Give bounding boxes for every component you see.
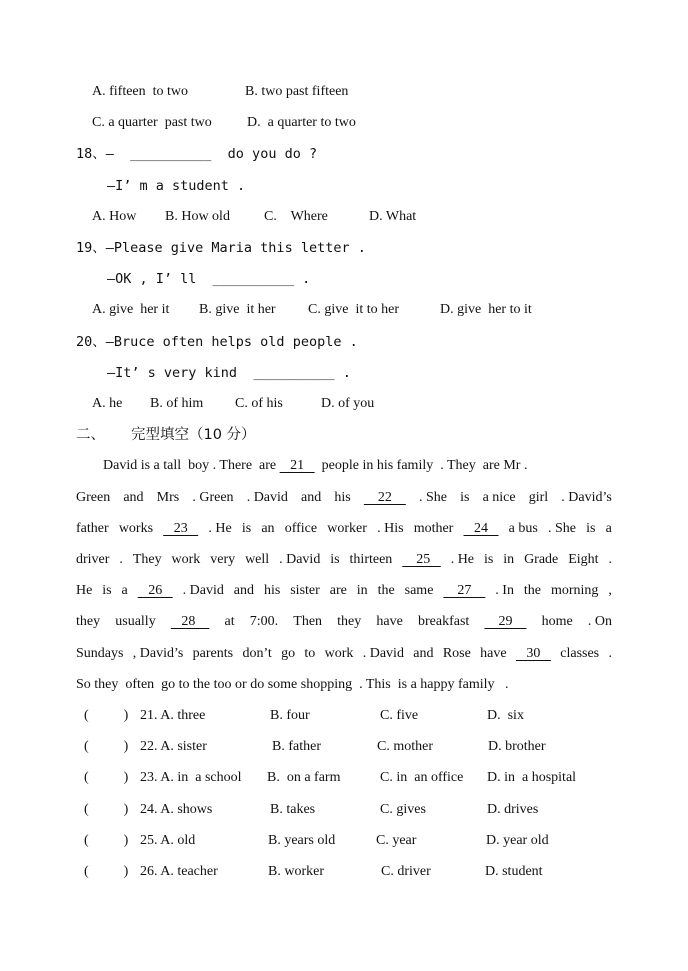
q18-option-a: A. How [92, 209, 137, 224]
choice-d: D. year old [486, 833, 549, 848]
choice-b: B. worker [268, 864, 324, 879]
answer-paren[interactable]: ( ) [84, 833, 129, 848]
answer-paren[interactable]: ( ) [84, 739, 129, 754]
answer-paren[interactable]: ( ) [84, 770, 129, 785]
section-title: 完型填空（10 分） [131, 427, 256, 443]
q20-option-b: B. of him [150, 396, 204, 411]
choice-a: 22. A. sister [140, 739, 207, 754]
q18-option-c: C. Where [264, 209, 328, 224]
choice-d: D. six [487, 708, 524, 723]
q20-prompt: 20、—Bruce often helps old people . [76, 334, 358, 350]
q18-prompt: 18、— __________ do you do ? [76, 146, 318, 162]
blank-25: 25 [402, 552, 441, 567]
q19-option-a: A. give her it [92, 302, 170, 317]
answer-paren[interactable]: ( ) [84, 864, 129, 879]
q19-option-c: C. give it to her [308, 302, 399, 317]
passage-line-5: He is a 26 . David and his sister are in the same 27 . In the morning , [76, 583, 612, 598]
q20-option-c: C. of his [235, 396, 283, 411]
q19-answer: —OK , I’ ll __________ . [107, 271, 311, 287]
choice-c: C. driver [381, 864, 431, 879]
passage-line-3: father works 23 . He is an office worker . His mother 24 a bus . She is a [76, 521, 612, 536]
passage-line-6: they usually 28 at 7:00. Then they have breakfast 29 home . On [76, 614, 612, 629]
choice-c: C. gives [380, 802, 426, 817]
blank-21: 21 [279, 458, 315, 473]
choice-d: D. student [485, 864, 543, 879]
blank-29: 29 [484, 614, 527, 629]
q17-option-b: B. two past fifteen [245, 84, 349, 99]
choice-c: C. in an office [380, 770, 464, 785]
passage-line-4: driver . They work very well . David is thirteen 25 . He is in Grade Eight . [76, 552, 612, 567]
blank-24: 24 [463, 521, 499, 536]
answer-paren[interactable]: ( ) [84, 802, 129, 817]
choice-c: C. year [376, 833, 417, 848]
q19-blank: __________ [212, 271, 294, 287]
passage-line-8: So they often go to the too or do some shopping . This is a happy family . [76, 677, 509, 692]
choice-a: 24. A. shows [140, 802, 213, 817]
q20-blank: __________ [253, 365, 335, 381]
q19-option-b: B. give it her [199, 302, 276, 317]
choice-a: 21. A. three [140, 708, 206, 723]
choice-a: 26. A. teacher [140, 864, 218, 879]
q20-option-a: A. he [92, 396, 123, 411]
q17-option-a: A. fifteen to two [92, 84, 189, 99]
choice-a: 23. A. in a school [140, 770, 242, 785]
choice-a: 25. A. old [140, 833, 196, 848]
q20-option-d: D. of you [321, 396, 375, 411]
passage-line-2: Green and Mrs . Green . David and his 22 . She is a nice girl . David’s [76, 490, 612, 505]
choice-d: D. in a hospital [487, 770, 577, 785]
choice-b: B. takes [270, 802, 316, 817]
q20-answer: —It’ s very kind __________ . [107, 365, 351, 381]
q18-answer: —I’ m a student . [107, 178, 246, 194]
q18-option-b: B. How old [165, 209, 230, 224]
blank-30: 30 [515, 646, 551, 661]
choice-c: C. five [380, 708, 419, 723]
answer-paren[interactable]: ( ) [84, 708, 129, 723]
blank-26: 26 [137, 583, 173, 598]
q19-prompt: 19、—Please give Maria this letter . [76, 240, 366, 256]
passage-line-7: Sundays , David’s parents don’t go to work . David and Rose have 30 classes . [76, 646, 612, 661]
passage-line-1: David is a tall boy . There are 21 people in his family . They are Mr . [103, 458, 528, 473]
blank-22: 22 [363, 490, 406, 505]
q18-blank: __________ [130, 146, 212, 162]
choice-c: C. mother [377, 739, 433, 754]
blank-23: 23 [163, 521, 199, 536]
blank-27: 27 [443, 583, 486, 598]
q19-option-d: D. give her to it [440, 302, 532, 317]
choice-b: B. four [270, 708, 310, 723]
q17-option-d: D. a quarter to two [247, 115, 356, 130]
choice-b: B. on a farm [267, 770, 341, 785]
q17-option-c: C. a quarter past two [92, 115, 212, 130]
blank-28: 28 [170, 614, 210, 629]
choice-d: D. brother [488, 739, 546, 754]
choice-b: B. years old [268, 833, 336, 848]
q18-option-d: D. What [369, 209, 417, 224]
choice-d: D. drives [487, 802, 539, 817]
choice-b: B. father [272, 739, 321, 754]
section-number: 二、 [76, 427, 105, 443]
